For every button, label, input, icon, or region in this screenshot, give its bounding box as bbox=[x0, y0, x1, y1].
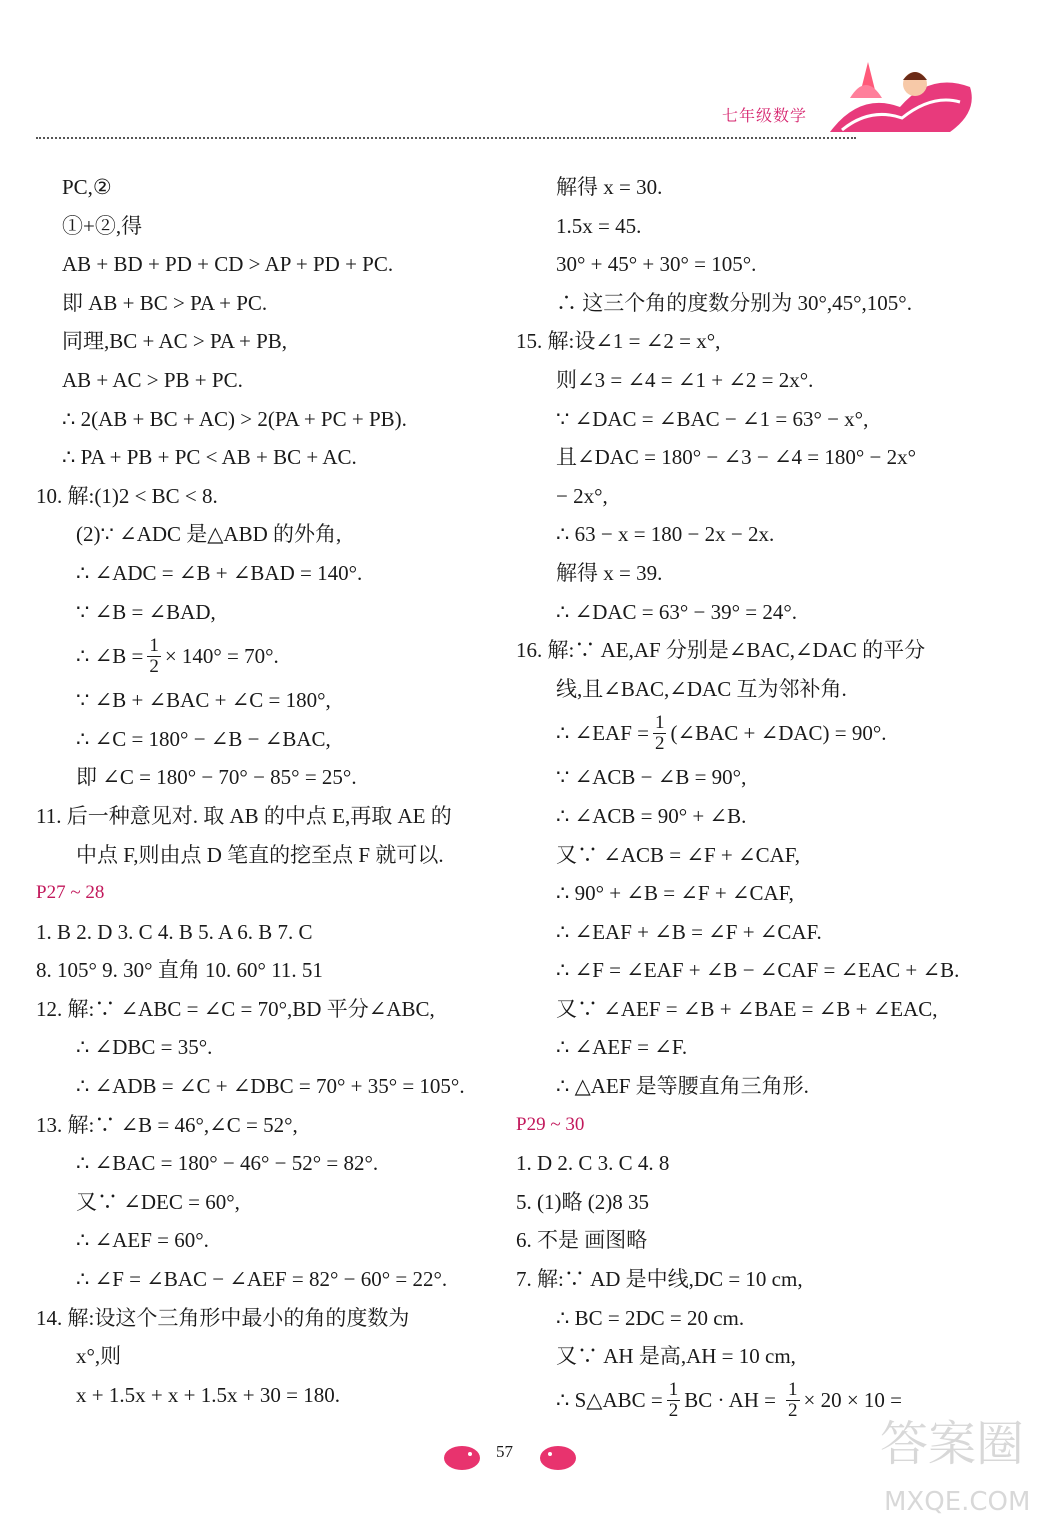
answer-line: 即 AB + BC > PA + PC. bbox=[62, 290, 268, 315]
answer-line: 同理,BC + AC > PA + PB, bbox=[62, 329, 288, 354]
answer-line: 线,且∠BAC,∠DAC 互为邻补角. bbox=[556, 676, 847, 701]
fraction-suffix: × 140° = 70°. bbox=[164, 643, 279, 668]
answer-line: ∴ BC = 2DC = 20 cm. bbox=[556, 1305, 745, 1330]
fraction-prefix: ∴ S△ABC = bbox=[556, 1388, 663, 1413]
answer-line: 中点 F,则由点 D 笔直的挖至点 F 就可以. bbox=[76, 842, 444, 867]
fraction-prefix: ∴ ∠B = bbox=[76, 643, 144, 668]
answer-line: ∴ ∠C = 180° − ∠B − ∠BAC, bbox=[76, 726, 331, 751]
answer-line: 又∵ AH 是高,AH = 10 cm, bbox=[556, 1344, 796, 1369]
answer-line: 13. 解:∵ ∠B = 46°,∠C = 52°, bbox=[36, 1112, 298, 1137]
answer-line: 1. B 2. D 3. C 4. B 5. A 6. B 7. C bbox=[36, 919, 313, 944]
answer-line: ∴ ∠AEF = ∠F. bbox=[556, 1035, 688, 1060]
numerator: 1 bbox=[668, 1379, 679, 1401]
answer-line: ∴ ∠ACB = 90° + ∠B. bbox=[556, 803, 747, 828]
answer-line: 又∵ ∠DEC = 60°, bbox=[76, 1189, 240, 1214]
answer-line: ∴ ∠BAC = 180° − 46° − 52° = 82°. bbox=[76, 1151, 379, 1176]
fraction-line bbox=[36, 631, 506, 681]
answer-line: − 2x°, bbox=[556, 483, 608, 508]
denominator: 2 bbox=[788, 1400, 798, 1422]
fraction bbox=[786, 1380, 800, 1421]
answer-line: 解得 x = 30. bbox=[556, 175, 663, 199]
answer-line: 30° + 45° + 30° = 105°. bbox=[556, 252, 757, 277]
watermark-logo bbox=[870, 1390, 1050, 1530]
answer-line: 8. 105° 9. 30° 直角 10. 60° 11. 51 bbox=[36, 958, 323, 983]
girl-mascot-logo bbox=[820, 52, 980, 144]
answer-line: 7. 解:∵ AD 是中线,DC = 10 cm, bbox=[516, 1267, 803, 1292]
answer-line: ∵ ∠DAC = ∠BAC − ∠1 = 63° − x°, bbox=[556, 406, 869, 431]
answer-line: ∴ 63 − x = 180 − 2x − 2x. bbox=[556, 522, 775, 547]
watermark-text: 答案圈 bbox=[880, 1416, 1025, 1472]
answer-line: ∴ PA + PB + PC < AB + BC + AC. bbox=[62, 445, 357, 470]
answer-line: ∴ ∠EAF + ∠B = ∠F + ∠CAF. bbox=[556, 919, 822, 944]
numerator: 1 bbox=[788, 1379, 798, 1401]
watermark-url: MXQE.COM bbox=[884, 1487, 1031, 1517]
answer-line: x°,则 bbox=[76, 1344, 122, 1369]
answer-line: 1. D 2. C 3. C 4. 8 bbox=[516, 1151, 670, 1176]
answer-line: 11. 后一种意见对. 取 AB 的中点 E,再取 AE 的 bbox=[36, 803, 452, 828]
answer-line: ∴ ∠ADC = ∠B + ∠BAD = 140°. bbox=[76, 560, 363, 585]
answer-line: ∴ ∠ADB = ∠C + ∠DBC = 70° + 35° = 105°. bbox=[76, 1074, 465, 1099]
answer-line: x + 1.5x + x + 1.5x + 30 = 180. bbox=[76, 1382, 340, 1407]
answer-line: 且∠DAC = 180° − ∠3 − ∠4 = 180° − 2x° bbox=[556, 445, 917, 470]
numerator: 1 bbox=[149, 634, 159, 656]
page-number: 57 bbox=[496, 1442, 513, 1461]
fraction-line bbox=[516, 708, 996, 758]
answer-line: 又∵ ∠AEF = ∠B + ∠BAE = ∠B + ∠EAC, bbox=[556, 996, 938, 1021]
fraction-prefix: ∴ ∠EAF = bbox=[556, 720, 649, 745]
denominator: 2 bbox=[654, 732, 665, 754]
answer-line: ∵ ∠ACB − ∠B = 90°, bbox=[556, 765, 747, 790]
answer-line: ∴ ∠F = ∠EAF + ∠B − ∠CAF = ∠EAC + ∠B. bbox=[556, 958, 960, 983]
answer-line: ∴ 2(AB + BC + AC) > 2(PA + PC + PB). bbox=[62, 406, 407, 431]
fraction-suffix: × 20 × 10 = bbox=[803, 1388, 903, 1413]
fraction bbox=[147, 636, 161, 677]
denominator: 2 bbox=[149, 655, 159, 677]
answer-line: ①+②,得 bbox=[62, 213, 143, 238]
answer-line: 又∵ ∠ACB = ∠F + ∠CAF, bbox=[556, 842, 801, 867]
answer-line: 解得 x = 39. bbox=[556, 560, 663, 585]
denominator: 2 bbox=[668, 1400, 679, 1422]
fraction bbox=[667, 1380, 681, 1421]
answer-line: ∴ 90° + ∠B = ∠F + ∠CAF, bbox=[556, 881, 794, 906]
answer-line: 5. (1)略 (2)8 35 bbox=[516, 1189, 649, 1214]
header-divider bbox=[36, 137, 856, 139]
header-subject: 七年级数学 bbox=[722, 106, 808, 125]
answer-line: 则∠3 = ∠4 = ∠1 + ∠2 = 2x°. bbox=[556, 367, 814, 392]
answer-line: ∵ ∠B + ∠BAC + ∠C = 180°, bbox=[76, 688, 331, 713]
answer-line: ∴ ∠F = ∠BAC − ∠AEF = 82° − 60° = 22°. bbox=[76, 1267, 448, 1292]
answer-line: AB + BD + PD + CD > AP + PD + PC. bbox=[62, 252, 394, 277]
answer-line: 12. 解:∵ ∠ABC = ∠C = 70°,BD 平分∠ABC, bbox=[36, 996, 435, 1021]
answer-line: ∴ △AEF 是等腰直角三角形. bbox=[556, 1074, 809, 1099]
answer-line: ∴ ∠AEF = 60°. bbox=[76, 1228, 209, 1253]
answer-line: 14. 解:设这个三角形中最小的角的度数为 bbox=[36, 1305, 410, 1330]
answer-line: 6. 不是 画图略 bbox=[516, 1228, 648, 1253]
answer-line: 10. 解:(1)2 < BC < 8. bbox=[36, 483, 218, 508]
answer-line: ∵ ∠B = ∠BAD, bbox=[76, 599, 216, 624]
answer-line: 即 ∠C = 180° − 70° − 85° = 25°. bbox=[76, 765, 357, 790]
answer-line: ∴ ∠DBC = 35°. bbox=[76, 1035, 213, 1060]
answer-line: 15. 解:设∠1 = ∠2 = x°, bbox=[516, 329, 721, 354]
answer-line: (2)∵ ∠ADC 是△ABD 的外角, bbox=[76, 522, 342, 547]
fraction-middle: BC · AH = bbox=[684, 1388, 776, 1413]
section-heading: P29 ~ 30 bbox=[516, 1113, 585, 1135]
left-column bbox=[36, 168, 506, 1414]
numerator: 1 bbox=[654, 711, 665, 733]
answer-line: AB + AC > PB + PC. bbox=[62, 367, 243, 392]
answer-line: PC,② bbox=[62, 175, 112, 199]
fraction-suffix: (∠BAC + ∠DAC) = 90°. bbox=[670, 720, 887, 745]
answer-line: 16. 解:∵ AE,AF 分别是∠BAC,∠DAC 的平分 bbox=[516, 638, 926, 663]
answer-line: ∴ 这三个角的度数分别为 30°,45°,105°. bbox=[556, 290, 912, 315]
answer-line: 1.5x = 45. bbox=[556, 213, 642, 238]
section-heading: P27 ~ 28 bbox=[36, 882, 105, 904]
fraction bbox=[653, 713, 667, 754]
right-column bbox=[516, 168, 996, 1426]
answer-line: ∴ ∠DAC = 63° − 39° = 24°. bbox=[556, 599, 798, 624]
